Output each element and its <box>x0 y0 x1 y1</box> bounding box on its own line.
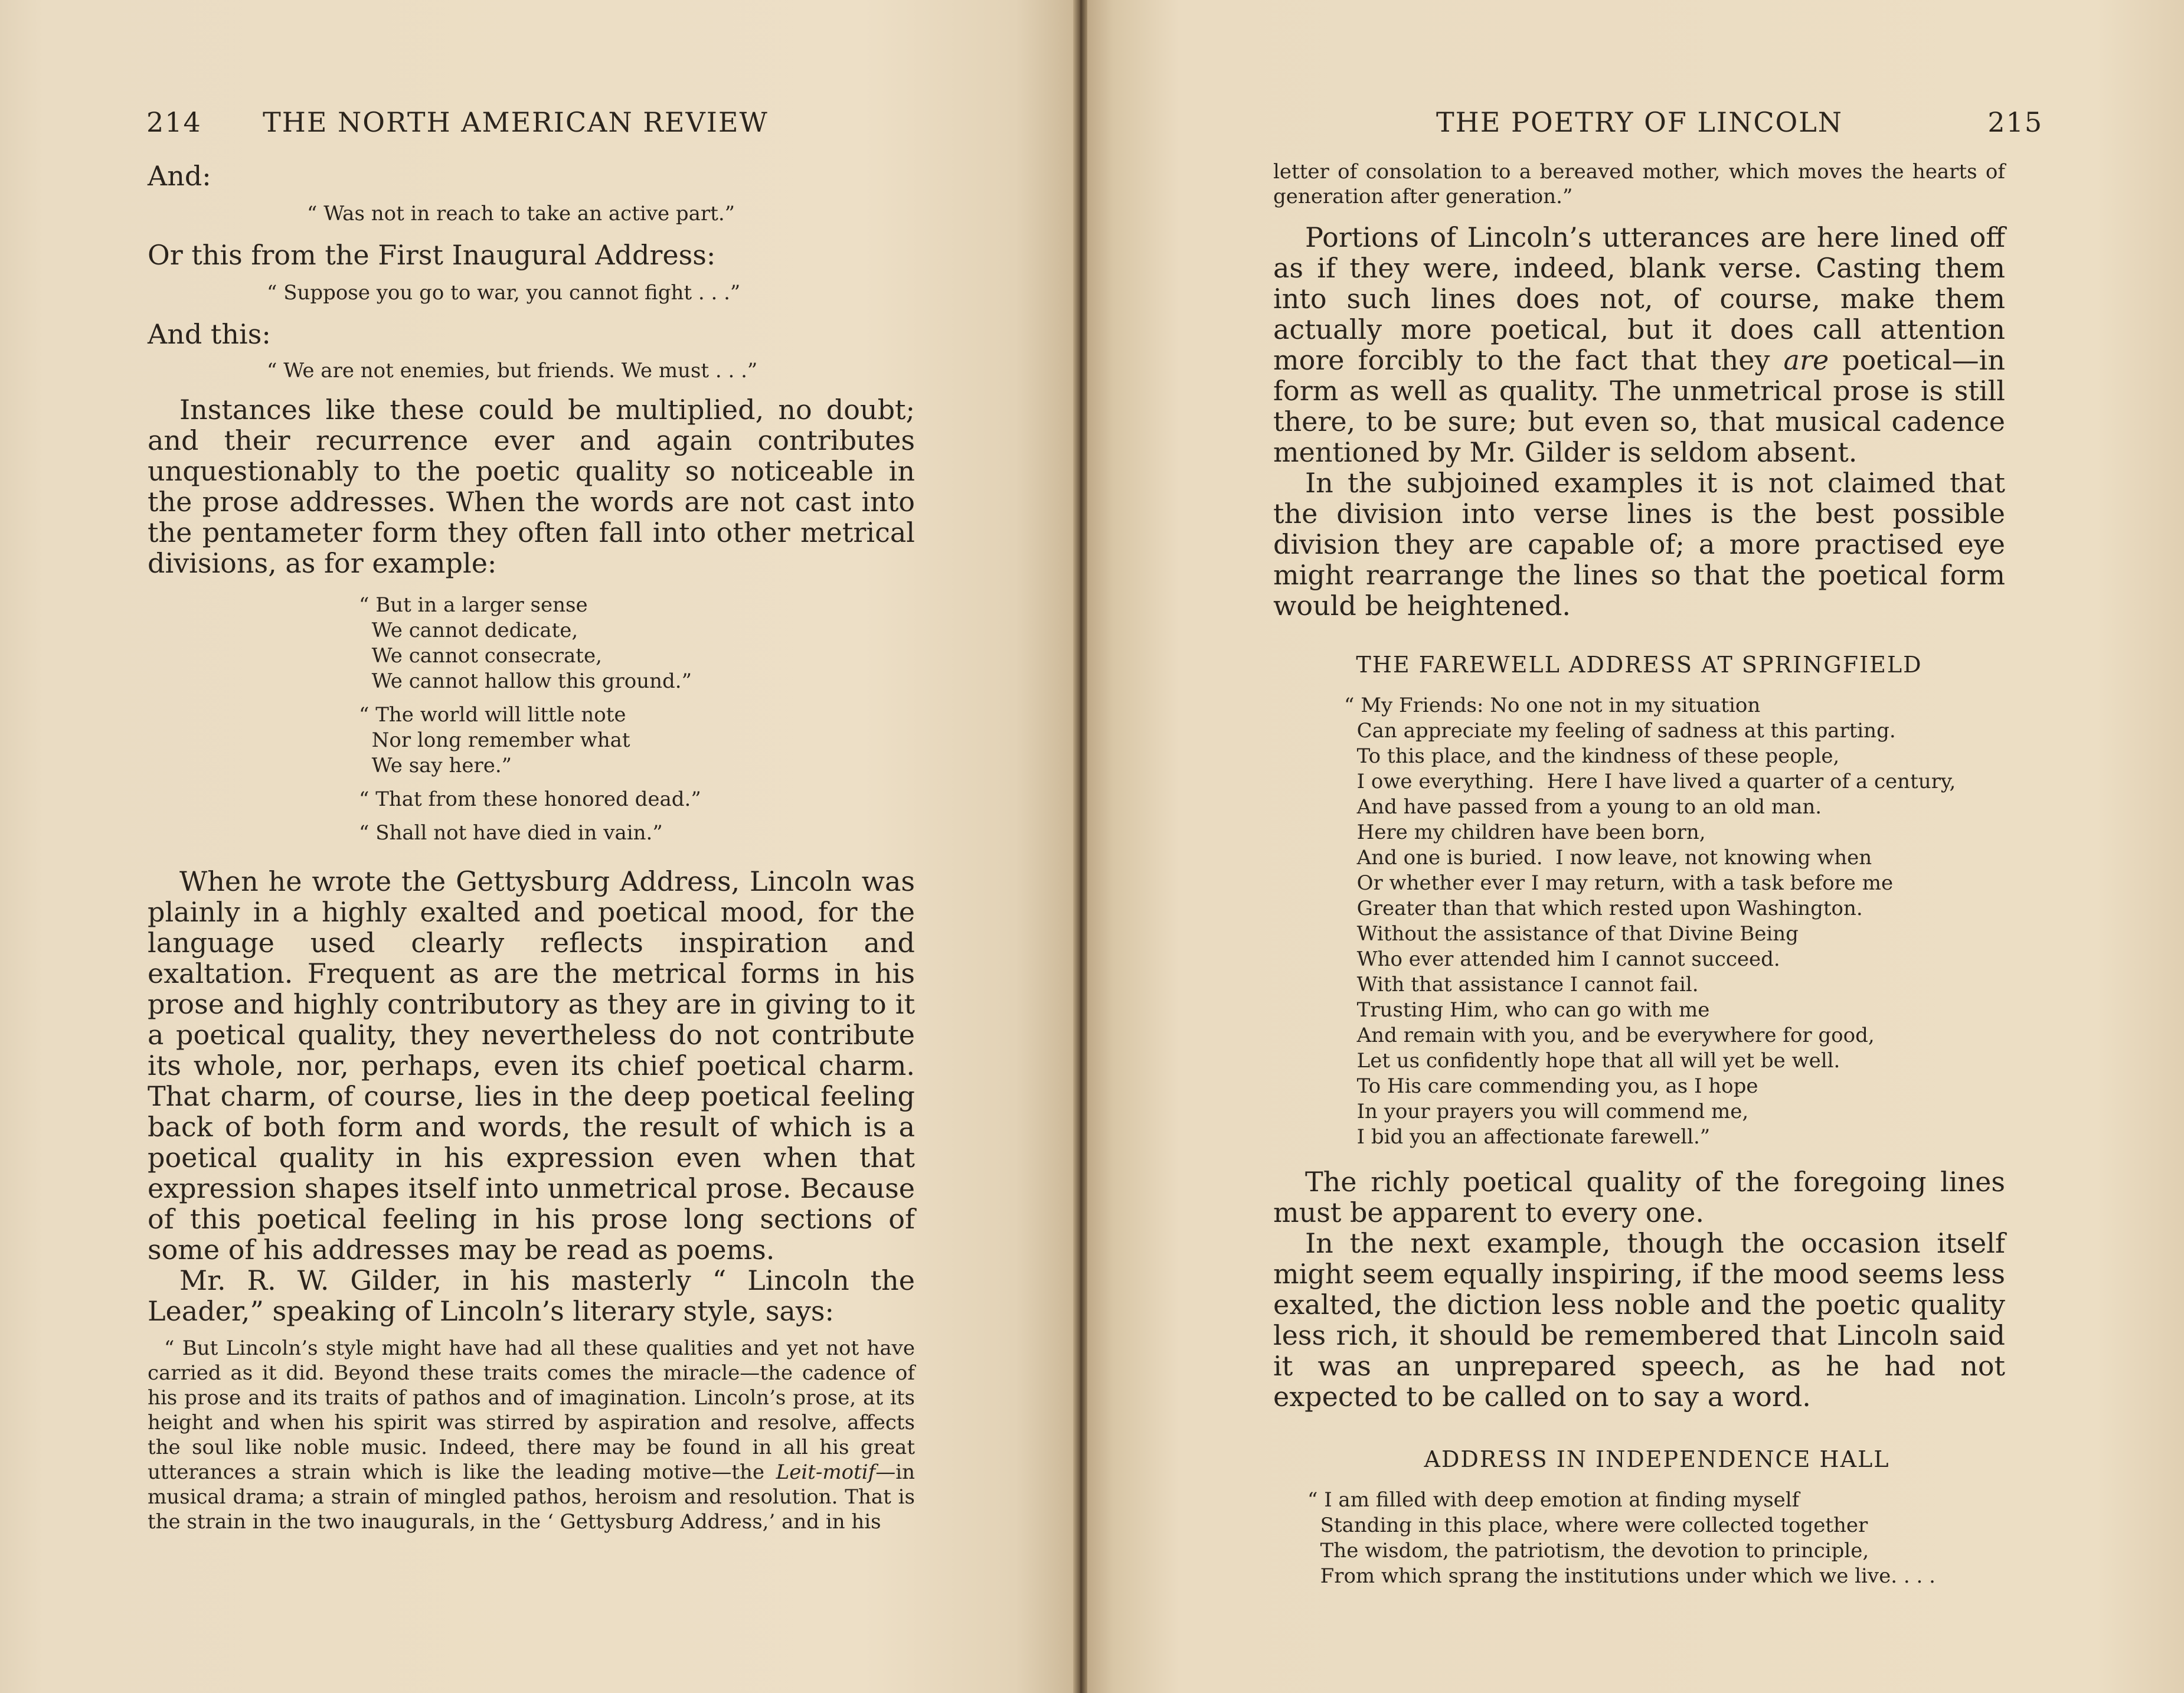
left-text-column <box>148 159 915 1534</box>
section-title-farewell: THE FAREWELL ADDRESS AT SPRINGFIELD <box>1356 652 1923 678</box>
paragraph-gettysburg: When he wrote the Gettysburg Address, Lincoln was plainly in a highly exalted and poetical mood, for the language used clearly reflects inspiration and exaltation. Frequent as are the metrical forms in his prose and highly contributory as they are in giving to it a poetical quality, they nevertheless do not contribute its whole, nor, perhaps, even its chief poetical charm. That charm, of course, lies in the deep poetical feeling back of both form and words, the result of which is a poetical quality in his expression even when that expression shapes itself into unmetrical prose. Because of this poetical feeling in his prose long sections of some of his addresses may be read as poems. <box>148 865 915 1266</box>
running-head-right: THE POETRY OF LINCOLN <box>1436 106 1843 138</box>
section-title-independence: ADDRESS IN INDEPENDENCE HALL <box>1424 1446 1890 1472</box>
gilder-quotation <box>148 1336 915 1534</box>
lead-and-2: And this: <box>148 318 271 350</box>
verse-3: “ That from these honored dead.” <box>359 787 701 811</box>
farewell-address-verse: “ My Friends: No one not in my situation Can appreciate my feeling of sadness at this parting. To this place, and the kindness of these people, I owe everything. Here I have lived a quarter of a century, And have passed from a young to an old man. Here my children have been born, And one is buried. I now leave, not knowing when Or whether ever I may return, with a task before me Greater than that which rested upon Washington. Without the assistance of that Divine Being Who ever attended him I cannot succeed. With that assistance I cannot fail. Trusting Him, who can go with me And remain with you, and be everywhere for good, Let us confidently hope that all will yet be well. To His care commending you, as I hope In your prayers you will commend me, I bid you an affectionate farewell.” <box>1344 694 1956 1149</box>
carry-over-quote: letter of consolation to a bereaved mother, which moves the hearts of generation after generation.” <box>1273 160 2005 208</box>
gilder-quote-part-b: —in musical drama; a strain of mingled pathos, heroism and resolution. That is the strain in the two inaugurals, in the ‘ Gettysburg Address,’ and in his <box>148 1460 915 1534</box>
paragraph-next-example: In the next example, though the occasion itself might seem equally inspiring, if the mood seems less exalted, the diction less noble and the poetic quality less rich, it should be remembered that Lincoln said it was an unprepared speech, as he had not expected to be called on to say a word. <box>1273 1227 2005 1413</box>
gilder-quote-italic: Leit-motif <box>776 1460 876 1484</box>
lead-inaugural: Or this from the First Inaugural Address: <box>148 239 716 271</box>
verse-block-gettysburg <box>359 593 915 846</box>
independence-hall-verse: “ I am filled with deep emotion at finding myself Standing in this place, where were collected together The wisdom, the patriotism, the devotion to principle, From which sprang the institutions under which we live. . . . <box>1307 1488 1935 1588</box>
lead-and-1: And: <box>148 160 211 192</box>
paragraph-instances: Instances like these could be multiplied, no doubt; and their recurrence ever and again contributes unquestionably to the poetic quality so noticeable in the prose addresses. When the words are not cast into the pentameter form they often fall into other metrical divisions, as for example: <box>148 394 915 579</box>
paragraph-portions-a: Portions of Lincoln’s utterances are here lined off as if they were, indeed, blank verse. Casting them into such lines does not, of course, make them actually more poetical, but it does call attention more forcibly to the fact that they <box>1273 221 2005 376</box>
quote-2: “ Suppose you go to war, you cannot fight . . .” <box>267 281 741 305</box>
verse-2: “ The world will little note Nor long remember what We say here.” <box>359 703 630 777</box>
left-page <box>0 0 1080 1693</box>
book-gutter <box>1073 0 1087 1693</box>
quote-1: “ Was not in reach to take an active part.” <box>307 202 735 225</box>
paragraph-subjoined: In the subjoined examples it is not claimed that the division into verse lines is the best possible division they are capable of; a more practised eye might rearrange the lines so that the poetical form would be heightened. <box>1273 467 2005 622</box>
left-running-header <box>146 106 769 138</box>
page-number-right: 215 <box>1987 106 2044 138</box>
verse-1: “ But in a larger sense We cannot dedicate, We cannot consecrate, We cannot hallow this ground.” <box>359 593 692 693</box>
right-page <box>1080 0 2184 1693</box>
paragraph-portions-b: poetical—in form as well as quality. The unmetrical prose is still there, to be sure; but even so, that musical cadence mentioned by Mr. Gilder is seldom absent. <box>1273 344 2006 468</box>
paragraph-portions <box>1273 222 2005 468</box>
right-running-header <box>1436 106 2043 138</box>
running-head-left: THE NORTH AMERICAN REVIEW <box>263 106 769 138</box>
paragraph-richly: The richly poetical quality of the foregoing lines must be apparent to every one. <box>1273 1166 2005 1228</box>
paragraph-portions-italic: are <box>1783 344 1829 376</box>
page-number-left: 214 <box>146 106 202 138</box>
paragraph-gilder: Mr. R. W. Gilder, in his masterly “ Lincoln the Leader,” speaking of Lincoln’s literary style, says: <box>148 1264 915 1327</box>
gilder-quote-part-a: “ But Lincoln’s style might have had all these qualities and yet not have carried as it did. Beyond these traits comes the miracle—the cadence of his prose and its traits of pathos and of imagination. Lincoln’s prose, at its height and when his spirit was stirred by aspiration and resolve, affects the soul like noble music. Indeed, there may be found in all his great utterances a strain which is like the leading motive—the <box>148 1336 915 1484</box>
quote-3: “ We are not enemies, but friends. We must . . .” <box>267 359 758 383</box>
right-text-column <box>1273 159 2005 1589</box>
verse-4: “ Shall not have died in vain.” <box>359 821 663 845</box>
